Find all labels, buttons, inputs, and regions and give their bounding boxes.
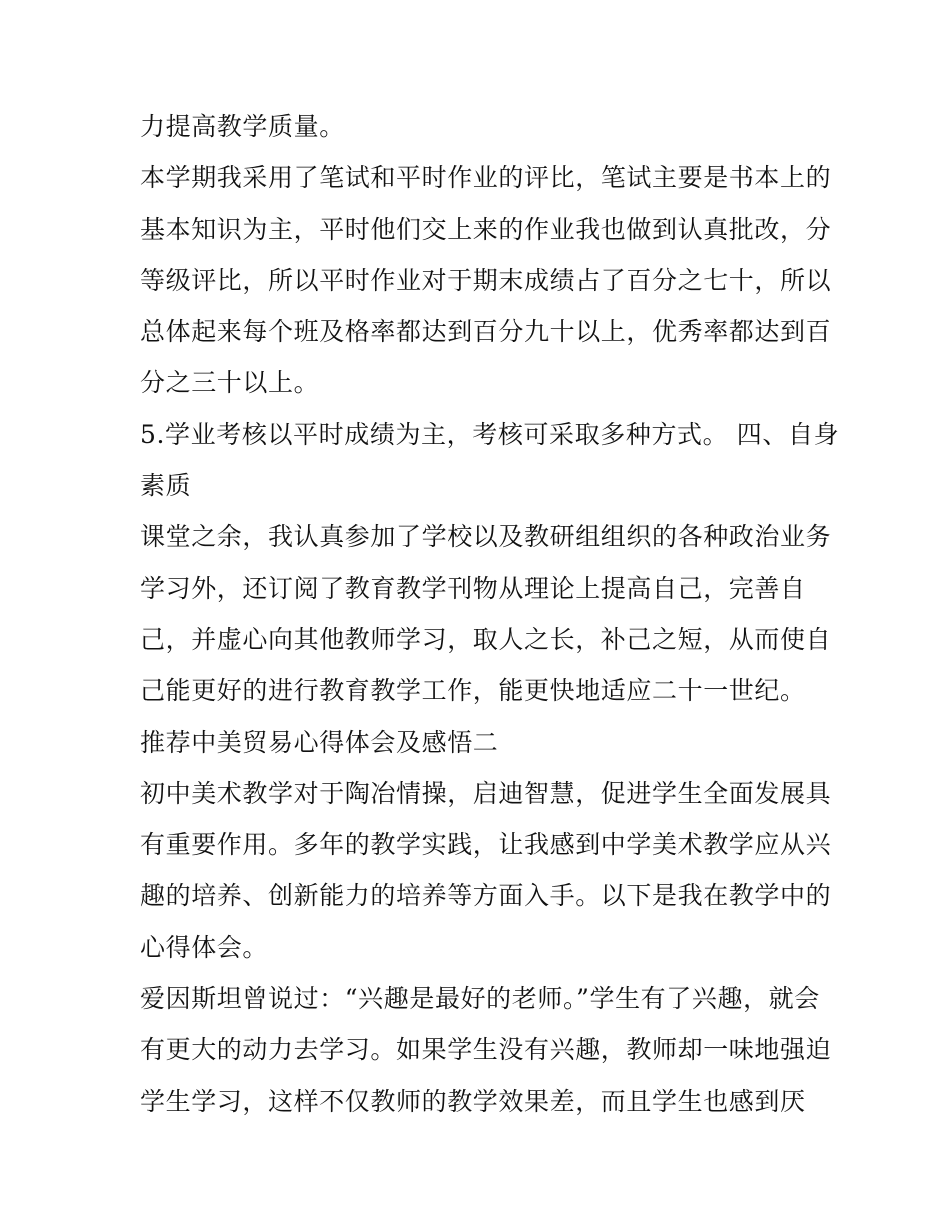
text-line: 本学期我采用了笔试和平时作业的评比，笔试主要是书本上的 [140, 163, 832, 193]
section-heading: 推荐中美贸易心得体会及感悟二 [140, 727, 499, 757]
text-line: 心得体会。 [140, 932, 269, 962]
text-line: 爱因斯坦曾说过：“兴趣是最好的老师。”学生有了兴趣，就会 [140, 984, 820, 1014]
text-line: 总体起来每个班及格率都达到百分九十以上，优秀率都达到百 [140, 317, 832, 347]
text-line: 分之三十以上。 [140, 368, 320, 398]
text-line: 学习外，还订阅了教育教学刊物从理论上提高自己，完善自 [140, 573, 806, 603]
text-line: 力提高教学质量。 [140, 112, 345, 141]
text-line: 素质 [140, 471, 192, 501]
text-line: 5.学业考核以平时成绩为主，考核可采取多种方式。 四、自身 [140, 419, 840, 449]
document-body [140, 101, 840, 1127]
text-line: 等级评比，所以平时作业对于期末成绩占了百分之七十，所以 [140, 265, 832, 295]
text-line: 初中美术教学对于陶冶情操，启迪智慧，促进学生全面发展具 [140, 778, 832, 808]
text-line: 有重要作用。多年的教学实践，让我感到中学美术教学应从兴 [140, 830, 832, 860]
text-line: 基本知识为主，平时他们交上来的作业我也做到认真批改，分 [140, 214, 832, 244]
text-line: 己能更好的进行教育教学工作，能更快地适应二十一世纪。 [140, 676, 806, 706]
text-line: 己，并虚心向其他教师学习，取人之长，补己之短，从而使自 [140, 624, 832, 654]
text-line: 有更大的动力去学习。如果学生没有兴趣，教师却一味地强迫 [140, 1035, 832, 1065]
text-line: 趣的培养、创新能力的培养等方面入手。以下是我在教学中的 [140, 881, 832, 911]
text-line: 课堂之余，我认真参加了学校以及教研组组织的各种政治业务 [140, 522, 832, 552]
text-line: 学生学习，这样不仅教师的教学效果差，而且学生也感到厌 [140, 1086, 806, 1116]
